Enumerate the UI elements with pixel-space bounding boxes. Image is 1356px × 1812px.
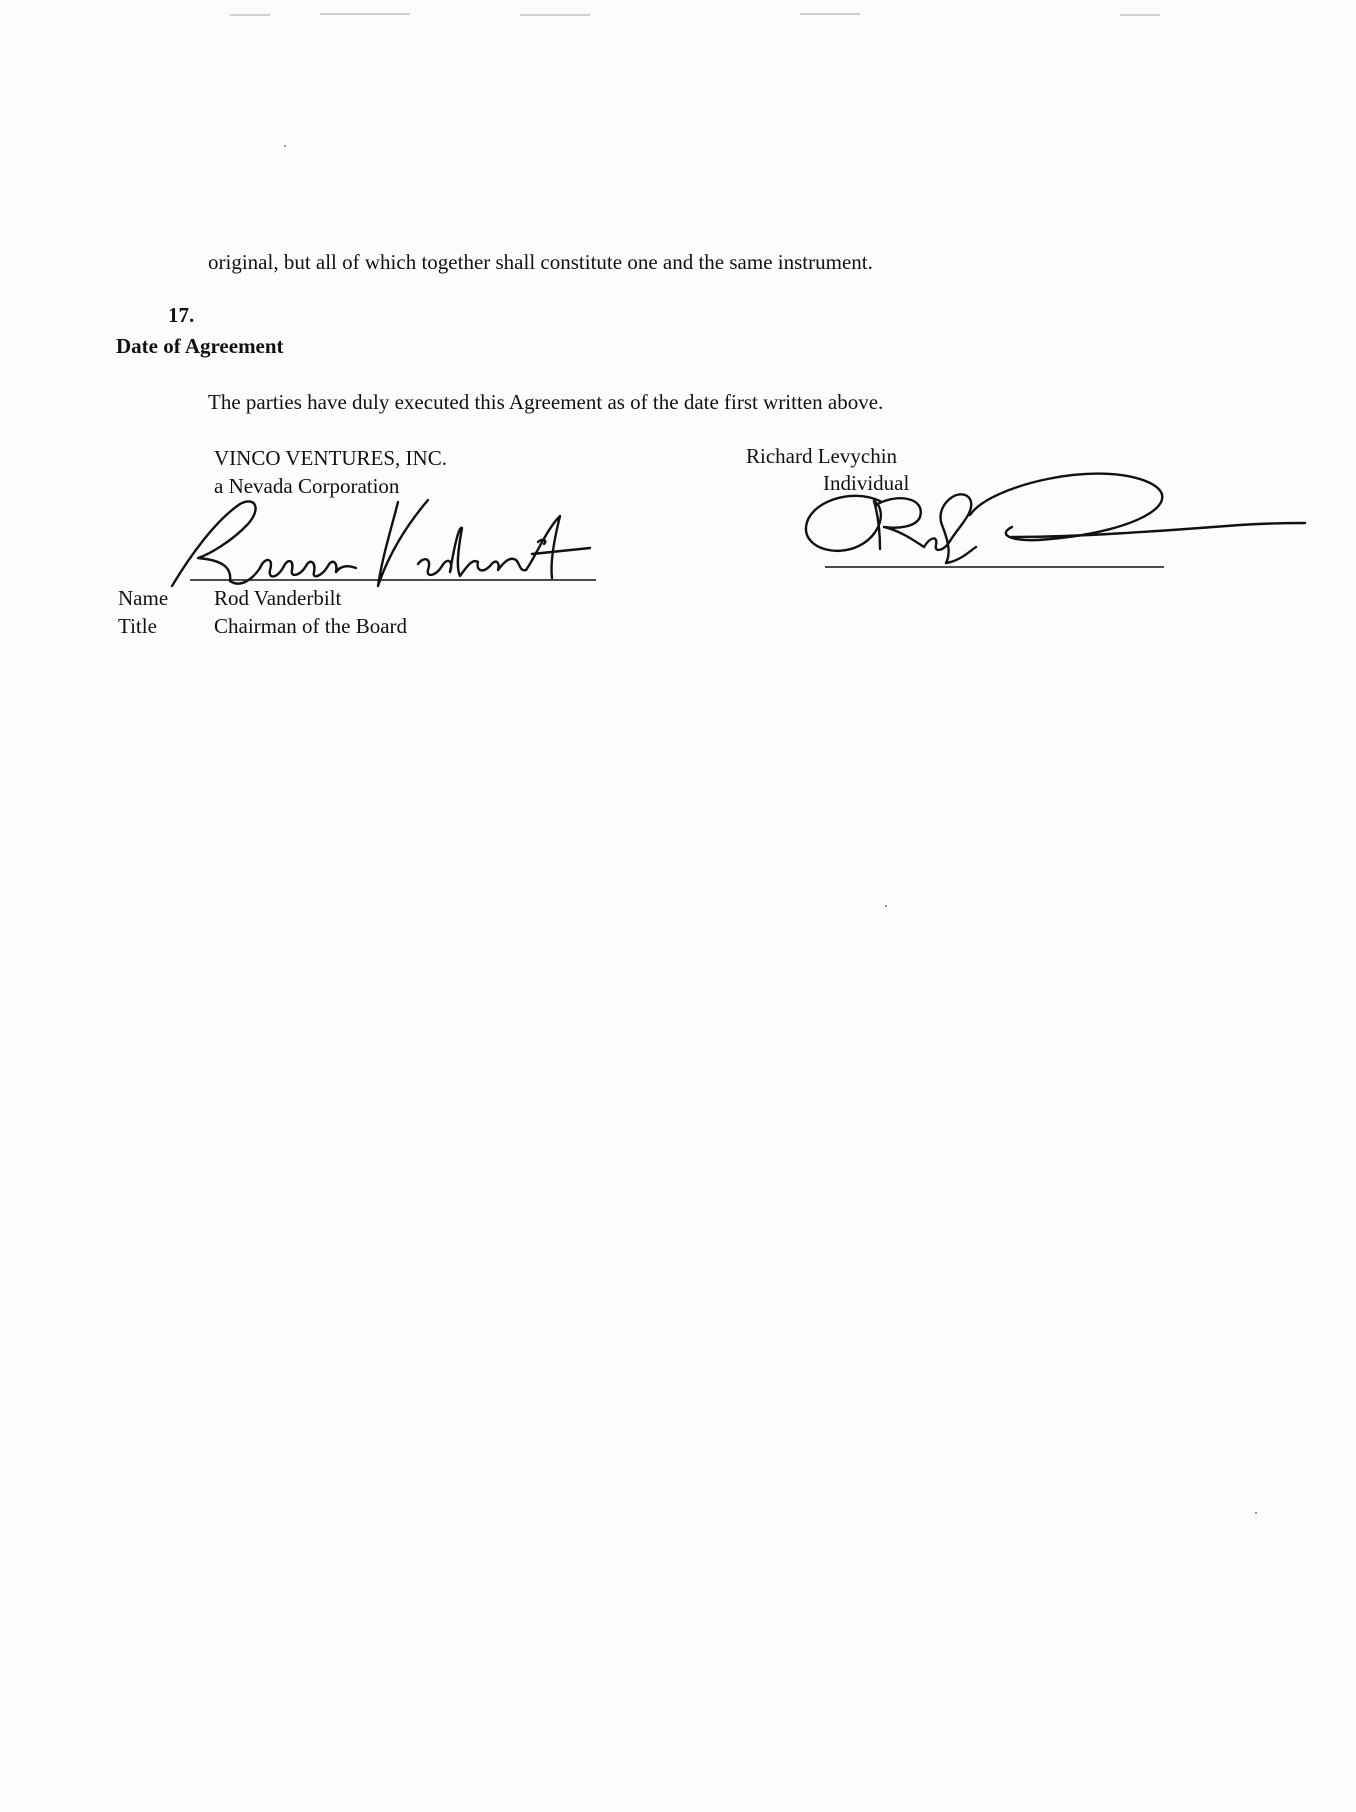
scan-artifact xyxy=(800,13,860,15)
signer-name: Rod Vanderbilt xyxy=(214,586,342,610)
scan-artifact xyxy=(320,13,410,15)
company-description: a Nevada Corporation xyxy=(214,474,400,498)
company-name: VINCO VENTURES, INC. xyxy=(214,446,447,470)
section-paragraph: The parties have duly executed this Agreement as of the date first written above. xyxy=(208,390,884,414)
section-title: Date of Agreement xyxy=(116,334,284,358)
name-label: Name xyxy=(118,586,169,610)
title-label: Title xyxy=(118,614,157,638)
section-number: 17. xyxy=(168,303,195,327)
signer-title: Chairman of the Board xyxy=(214,614,408,638)
continuation-paragraph: original, but all of which together shall constitute one and the same instrument. xyxy=(208,250,873,274)
individual-description: Individual xyxy=(823,471,910,495)
scan-artifact xyxy=(1120,14,1160,16)
scan-artifact xyxy=(520,14,590,16)
scan-artifact xyxy=(230,14,270,16)
scan-speck xyxy=(1255,1512,1257,1514)
individual-signature xyxy=(800,465,1310,575)
individual-name: Richard Levychin xyxy=(746,444,898,468)
scan-speck xyxy=(284,145,286,147)
scan-speck xyxy=(885,905,887,907)
